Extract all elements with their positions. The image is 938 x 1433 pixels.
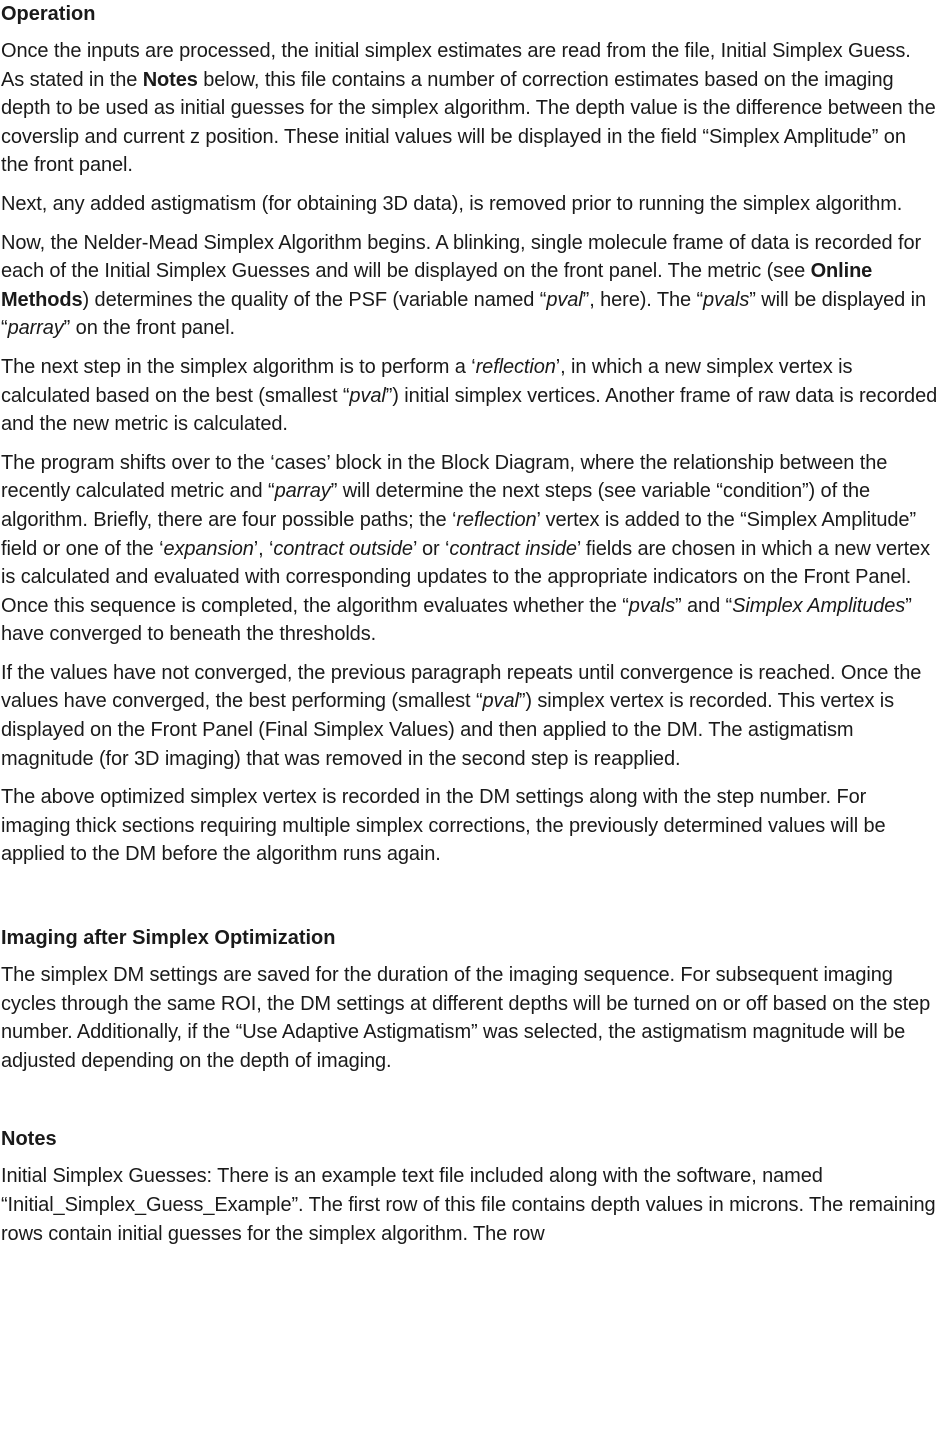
operation-heading: Operation: [1, 3, 96, 25]
operation-paragraph-1: Once the inputs are processed, the initial simplex estimates are read from the file, Initial Simplex Guess. As stated in the Notes below, this file contains a number of correction estimates based on the imaging depth to be used as initial guesses for the simplex algorithm. The depth value is the difference between the coverslip and current z position. These initial values will be displayed in the field “Simplex Amplitude” on the front panel.: [1, 40, 936, 177]
notes-heading: Notes: [1, 1128, 57, 1151]
operation-paragraph-6: If the values have not converged, the previous paragraph repeats until convergence is reached. Once the values have converged, the best performing (smallest “pval”) simplex vertex is recorded. This vertex is displayed on the Front Panel (Final Simplex Values) and then applied to the DM. The astigmatism magnitude (for 3D imaging) that was removed in the second step is reapplied.: [1, 661, 922, 770]
operation-paragraph-3: Now, the Nelder-Mead Simplex Algorithm begins. A blinking, single molecule frame of data is recorded for each of the Initial Simplex Guesses and will be displayed on the front panel. The metric (see Online Methods) determines the quality of the PSF (variable named “pval”, here). The “pvals” will be displayed in “parray” on the front panel.: [1, 231, 927, 340]
operation-paragraph-5: The program shifts over to the ‘cases’ block in the Block Diagram, where the relationship between the recently calculated metric and “parray” will determine the next steps (see variable “condition”) of the algorithm. Briefly, there are four possible paths; the ‘reflection’ vertex is added to the “Simplex Amplitude” field or one of the ‘expansion’, ‘contract outside’ or ‘contract inside’ fields are chosen in which a new vertex is calculated and evaluated with corresponding updates to the appropriate indicators on the Front Panel. Once this sequence is completed, the algorithm evaluates whether the “pvals” and “Simplex Amplitudes” have converged to beneath the thresholds.: [1, 451, 930, 646]
imaging-heading: Imaging after Simplex Optimization: [1, 927, 336, 950]
operation-paragraph-7: The above optimized simplex vertex is recorded in the DM settings along with the step number. For imaging thick sections requiring multiple simplex corrections, the previously determined values will be applied to the DM before the algorithm runs again.: [1, 786, 886, 866]
imaging-paragraph-1: The simplex DM settings are saved for the duration of the imaging sequence. For subsequent imaging cycles through the same ROI, the DM settings at different depths will be turned on or off based on the step number. Additionally, if the “Use Adaptive Astigmatism” was selected, the astigmatism magnitude will be adjusted depending on the depth of imaging.: [1, 964, 931, 1072]
operation-paragraph-2: Next, any added astigmatism (for obtaining 3D data), is removed prior to running the simplex algorithm.: [1, 192, 903, 215]
notes-paragraph-1: Initial Simplex Guesses: There is an example text file included along with the software, named “Initial_Simplex_Guess_Example”. The first row of this file contains depth values in microns. The remaining rows contain initial guesses for the simplex algorithm. The row: [1, 1165, 936, 1245]
operation-paragraph-4: The next step in the simplex algorithm is to perform a ‘reflection’, in which a new simplex vertex is calculated based on the best (smallest “pval”) initial simplex vertices. Another frame of raw data is recorded and the new metric is calculated.: [1, 355, 938, 436]
